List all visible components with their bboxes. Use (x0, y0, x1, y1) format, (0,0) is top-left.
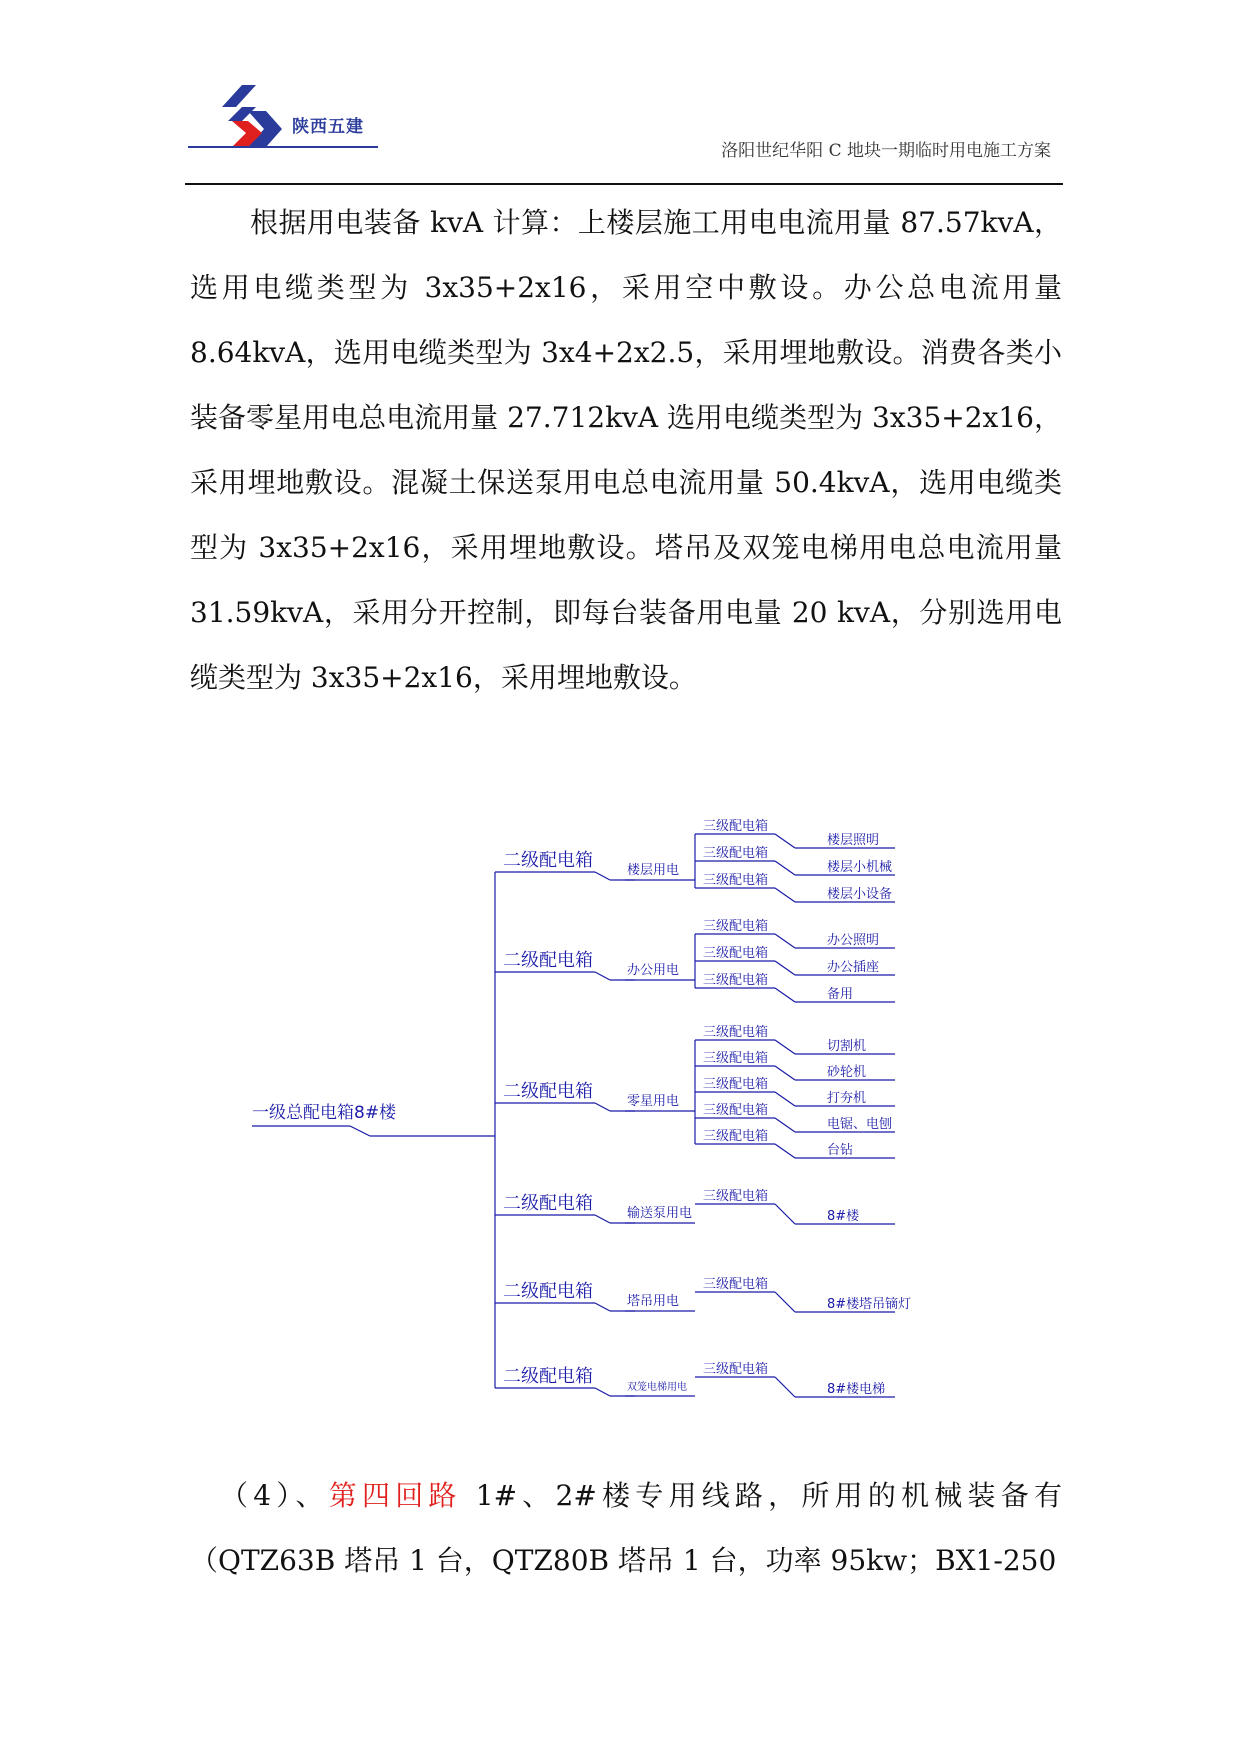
paragraph-rest: 1#、2#楼专用线路，所用的机械装备有（QTZ63B 塔吊 1 台，QTZ80B 塔吊 1 台，功率 95kw；BX1-250 (190, 1479, 1062, 1577)
load-label: 8#楼 (827, 1209, 860, 1224)
level3-box-label: 三级配电箱 (703, 1189, 769, 1204)
load-label: 打夯机 (827, 1091, 867, 1106)
load-connector (775, 1092, 795, 1106)
load-connector (775, 1118, 795, 1132)
usage-label: 零星用电 (627, 1094, 680, 1109)
header-divider (185, 183, 1063, 185)
usage-label: 办公用电 (627, 963, 680, 978)
level3-box-label: 三级配电箱 (703, 919, 769, 934)
load-connector (775, 988, 795, 1002)
load-connector (775, 1377, 795, 1397)
root-underline (350, 1126, 370, 1136)
level3-box-label: 三级配电箱 (703, 973, 769, 988)
load-label: 电锯、电刨 (827, 1117, 893, 1132)
load-label: 切割机 (827, 1039, 867, 1054)
load-connector (775, 1292, 795, 1312)
level2-box-label: 二级配电箱 (503, 1193, 593, 1214)
level2-connector (595, 872, 610, 880)
level2-box-label: 二级配电箱 (503, 1281, 593, 1302)
load-connector (775, 1040, 795, 1054)
load-label: 楼层小机械 (827, 860, 893, 875)
level3-box-label: 三级配电箱 (703, 1277, 769, 1292)
logo-underline (188, 146, 378, 148)
level2-box-label: 二级配电箱 (503, 950, 593, 971)
level3-box-label: 三级配电箱 (703, 1077, 769, 1092)
body-paragraph-2 (190, 1463, 1062, 1593)
level3-box-label: 三级配电箱 (703, 1051, 769, 1066)
load-label: 楼层小设备 (827, 887, 893, 902)
load-label: 8#楼电梯 (827, 1382, 886, 1397)
paragraph-prefix: （4）、 (220, 1479, 329, 1512)
level2-connector (595, 1215, 610, 1223)
level2-connector (595, 1303, 610, 1311)
level3-box-label: 三级配电箱 (703, 819, 769, 834)
level2-connector (595, 1388, 610, 1396)
load-label: 办公插座 (827, 960, 880, 975)
load-label: 备用 (827, 987, 854, 1002)
load-label: 台钻 (827, 1143, 854, 1158)
load-connector (775, 861, 795, 875)
load-label: 砂轮机 (827, 1065, 867, 1080)
level3-box-label: 三级配电箱 (703, 946, 769, 961)
level3-box-label: 三级配电箱 (703, 1025, 769, 1040)
level3-box-label: 三级配电箱 (703, 1129, 769, 1144)
usage-label: 楼层用电 (627, 863, 680, 878)
company-logo-icon (222, 85, 282, 147)
level3-box-label: 三级配电箱 (703, 846, 769, 861)
load-connector (775, 934, 795, 948)
level2-box-label: 二级配电箱 (503, 1366, 593, 1387)
circuit-highlight: 第四回路 (328, 1479, 462, 1512)
load-connector (775, 888, 795, 902)
logo-text: 陕西五建 (292, 117, 364, 137)
load-connector (775, 834, 795, 848)
document-header-title: 洛阳世纪华阳 C 地块一期临时用电施工方案 (721, 141, 1051, 161)
load-label: 8#楼塔吊镝灯 (827, 1297, 912, 1312)
body-paragraph-1: 根据用电装备 kvA 计算：上楼层施工用电电流用量 87.57kvA，选用电缆类型为 3x35+2x16，采用空中敷设。办公总电流用量 8.64kvA，选用电缆类型为 3x4+2x2.5，采用埋地敷设。消费各类小装备零星用电总电流用量 27.712kvA 选用电缆类型为 3x35+2x16，采用埋地敷设。混凝土保送泵用电总电流用量 50.4kvA，选用电缆类型为 3x35+2x16，采用埋地敷设。塔吊及双笼电梯用电总电流用量 31.59kvA，采用分开控制，即每台装备用电量 20 kvA，分别选用电缆类型为 3x35+2x16，采用埋地敷设。 (190, 206, 1062, 694)
level3-box-label: 三级配电箱 (703, 1362, 769, 1377)
level2-connector (595, 1103, 610, 1111)
level2-box-label: 二级配电箱 (503, 1081, 593, 1102)
level3-box-label: 三级配电箱 (703, 1103, 769, 1118)
root-distribution-box-label: 一级总配电箱8#楼 (252, 1103, 397, 1123)
usage-label: 双笼电梯用电 (627, 1382, 687, 1393)
load-connector (775, 1144, 795, 1158)
level2-box-label: 二级配电箱 (503, 850, 593, 871)
load-connector (775, 1204, 795, 1224)
level2-connector (595, 972, 610, 980)
load-label: 楼层照明 (827, 833, 880, 848)
load-connector (775, 1066, 795, 1080)
usage-label: 输送泵用电 (627, 1206, 693, 1221)
load-connector (775, 961, 795, 975)
power-distribution-diagram (240, 800, 970, 1410)
usage-label: 塔吊用电 (627, 1294, 680, 1309)
load-label: 办公照明 (827, 933, 880, 948)
level3-box-label: 三级配电箱 (703, 873, 769, 888)
